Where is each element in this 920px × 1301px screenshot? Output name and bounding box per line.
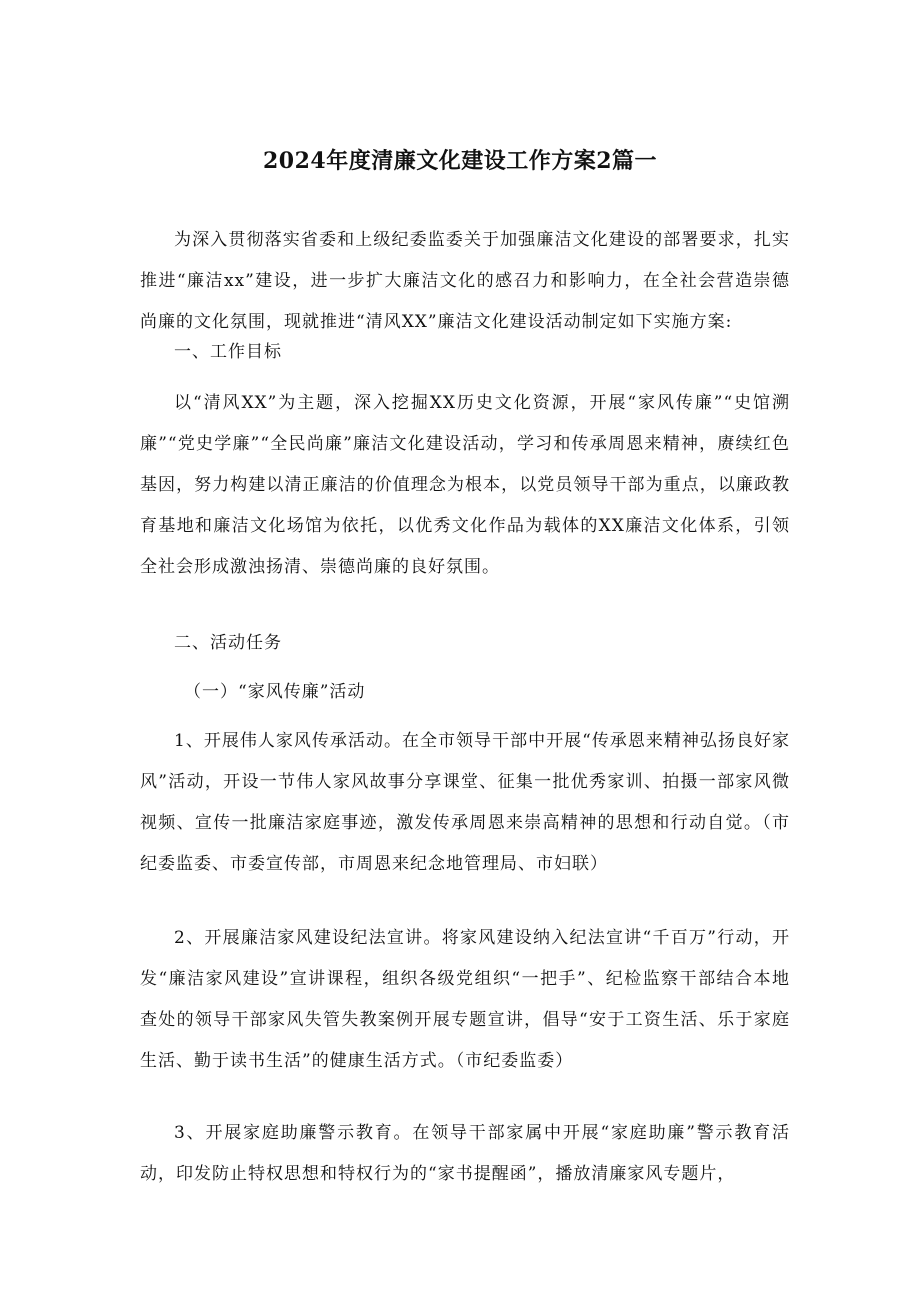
- task-item-2: 2、开展廉洁家风建设纪法宣讲。将家风建设纳入纪法宣讲“千百万”行动，开发“廉洁家风建设”宣讲课程，组织各级党组织“一把手”、纪检监察干部结合本地查处的领导干部家风失管失教案例开展专题宣讲，倡导“安于工资生活、乐于家庭生活、勤于读书生活”的健康生活方式。（市纪委监委）: [140, 928, 790, 1071]
- section-heading-tasks: 二、活动任务: [174, 633, 282, 653]
- task-item-1: 1、开展伟人家风传承活动。在全市领导干部中开展“传承恩来精神弘扬良好家风”活动，开设一节伟人家风故事分享课堂、征集一批优秀家训、拍摄一部家风微视频、宣传一批廉洁家庭事迹，激发传承周恩来崇高精神的思想和行动自觉。（市纪委监委、市委宣传部，市周恩来纪念地管理局、市妇联）: [140, 731, 790, 874]
- document-title: 2024年度清廉文化建设工作方案2篇一: [262, 148, 658, 174]
- subsection-heading-family: （一）“家风传廉”活动: [184, 682, 366, 702]
- intro-paragraph: 为深入贯彻落实省委和上级纪委监委关于加强廉洁文化建设的部署要求，扎实推进“廉洁xx”建设，进一步扩大廉洁文化的感召力和影响力，在全社会营造崇德尚廉的文化氛围，现就推进“清风XX”廉洁文化建设活动制定如下实施方案:: [140, 230, 790, 332]
- task-item-3: 3、开展家庭助廉警示教育。在领导干部家属中开展“家庭助廉”警示教育活动，印发防止特权思想和特权行为的“家书提醒函”，播放清廉家风专题片，: [140, 1123, 790, 1184]
- section-heading-goals: 一、工作目标: [174, 342, 282, 362]
- goals-paragraph: 以“清风XX”为主题，深入挖掘XX历史文化资源，开展“家风传廉”“史馆溯廉”“党史学廉”“全民尚廉”廉洁文化建设活动，学习和传承周恩来精神，赓续红色基因，努力构建以清正廉洁的价值理念为根本，以党员领导干部为重点，以廉政教育基地和廉洁文化场馆为依托，以优秀文化作品为载体的XX廉洁文化体系，引领全社会形成激浊扬清、崇德尚廉的良好氛围。: [140, 393, 790, 577]
